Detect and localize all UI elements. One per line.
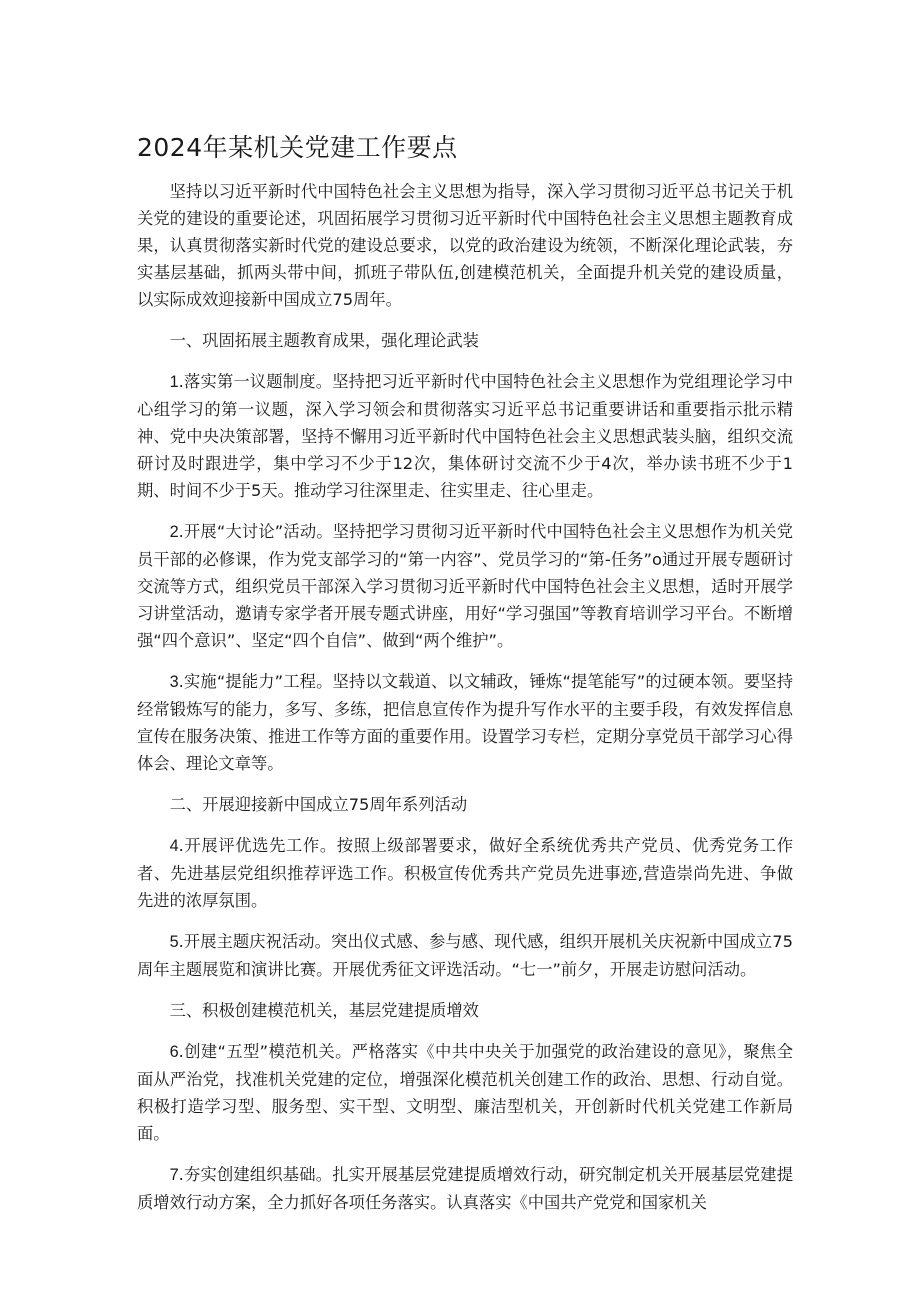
item-number: 7 xyxy=(169,1166,179,1184)
item-number: 2 xyxy=(169,523,179,541)
item-paragraph-7 xyxy=(137,1161,793,1216)
intro-paragraph: 坚持以习近平新时代中国特色社会主义思想为指导，深入学习贯彻习近平总书记关于机关党的建设的重要论述，巩固拓展学习贯彻习近平新时代中国特色社会主义思想主题教育成果，认真贯彻落实新时代党的建设总要求，以党的政治建设为统领，不断深化理论武装，夯实基层基础，抓两头带中间，抓班子带队伍,创建模范机关，全面提升机关党的建设质量，以实际成效迎接新中国成立75周年。 xyxy=(137,182,793,309)
item-text: .落实第一议题制度。坚持把习近平新时代中国特色社会主义思想作为党组理论学习中心组学习的第一议题，深入学习领会和贯彻落实习近平总书记重要讲话和重要指示批示精神、党中央决策部署，坚持不懈用习近平新时代中国特色社会主义思想武装头脑，组织交流研讨及时跟进学，集中学习不少于12次，集体研讨交流不少于4次，举办读书班不少于1期、时间不少于5天。推动学习往深里走、往实里走、往心里走。 xyxy=(137,372,793,500)
item-paragraph-3 xyxy=(137,668,793,777)
item-paragraph-5 xyxy=(137,928,793,983)
section-heading-1: 一、巩固拓展主题教育成果，强化理论武装 xyxy=(169,331,479,350)
item-number: 3 xyxy=(169,673,179,691)
section-heading-3: 三、积极创建模范机关，基层党建提质增效 xyxy=(169,1001,479,1020)
section-heading-2: 二、开展迎接新中国成立75周年系列活动 xyxy=(169,795,468,814)
document-body xyxy=(137,178,793,1230)
item-text: .实施“提能力”工程。坚持以文载道、以文辅政，锤炼“提笔能写”的过硬本领。要坚持经常锻炼写的能力，多写、多练，把信息宣传作为提升写作水平的主要手段，有效发挥信息宣传在服务决策、推进工作等方面的重要作用。设置学习专栏，定期分享党员干部学习心得体会、理论文章等。 xyxy=(137,672,793,773)
item-number: 5 xyxy=(169,933,179,951)
item-number: 6 xyxy=(169,1043,179,1061)
item-text: .夯实创建组织基础。扎实开展基层党建提质增效行动，研究制定机关开展基层党建提质增效行动方案，全力抓好各项任务落实。认真落实《中国共产党党和国家机关 xyxy=(137,1165,793,1212)
item-number: 4 xyxy=(169,837,179,855)
item-text: .开展主题庆祝活动。突出仪式感、参与感、现代感，组织开展机关庆祝新中国成立75周年主题展览和演讲比赛。开展优秀征文评选活动。“七一”前夕，开展走访慰问活动。 xyxy=(137,932,793,979)
item-text: .创建“五型”模范机关。严格落实《中共中央关于加强党的政治建设的意见》，聚焦全面从严治党，找准机关党建的定位，增强深化模范机关创建工作的政治、思想、行动自觉。积极打造学习型、服务型、实干型、文明型、廉洁型机关，开创新时代机关党建工作新局面。 xyxy=(137,1042,793,1143)
item-paragraph-6 xyxy=(137,1038,793,1147)
item-paragraph-1 xyxy=(137,368,793,504)
item-text: .开展评优选先工作。按照上级部署要求，做好全系统优秀共产党员、优秀党务工作者、先进基层党组织推荐评选工作。积极宣传优秀共产党员先进事迹,营造崇尚先进、争做先进的浓厚氛围。 xyxy=(137,836,793,910)
item-number: 1 xyxy=(169,373,179,391)
document-title: 2024年某机关党建工作要点 xyxy=(137,133,458,162)
item-paragraph-4 xyxy=(137,832,793,914)
item-paragraph-2 xyxy=(137,518,793,654)
document-page xyxy=(137,0,793,1301)
item-text: .开展“大讨论”活动。坚持把学习贯彻习近平新时代中国特色社会主义思想作为机关党员干部的必修课，作为党支部学习的“第一内容”、党员学习的“第-任务”o通过开展专题研讨交流等方式，组织党员干部深入学习贯彻习近平新时代中国特色社会主义思想，适时开展学习讲堂活动，邀请专家学者开展专题式讲座，用好“学习强国”等教育培训学习平台。不断增强“四个意识”、坚定“四个自信”、做到“两个维护”。 xyxy=(137,522,793,650)
